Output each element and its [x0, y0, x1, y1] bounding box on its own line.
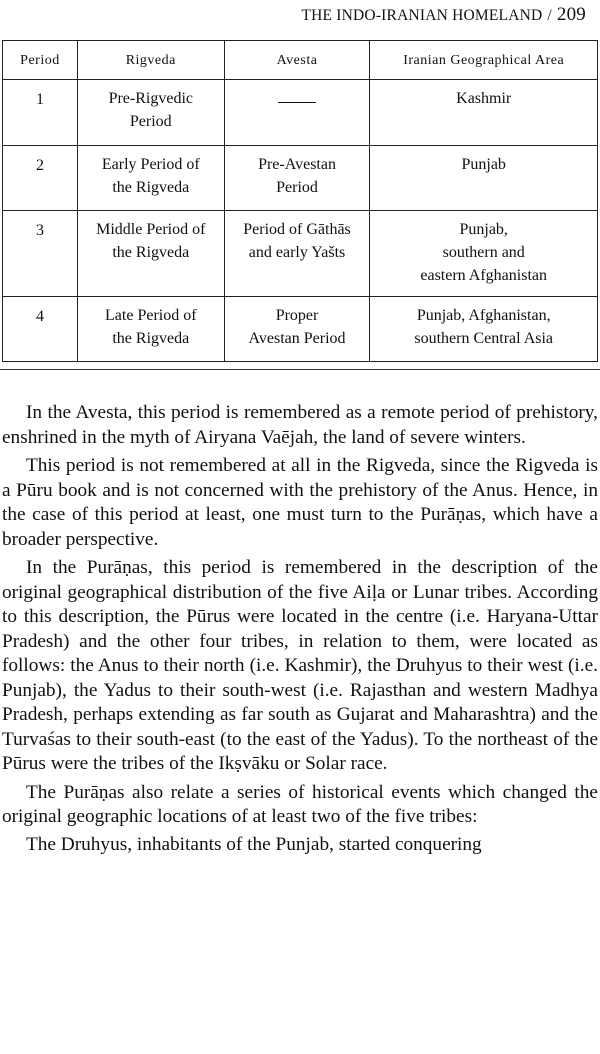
- period-table: [2, 40, 598, 362]
- cell-line: Middle Period of: [96, 221, 206, 238]
- cell-line: and early Yašts: [248, 244, 346, 261]
- empty-dash: [278, 102, 316, 103]
- table-row: [3, 211, 598, 297]
- running-header: [301, 4, 586, 26]
- paragraph: In the Avesta, this period is remembered as a remote period of prehistory, enshrined in the myth of Airyana Vaējah, the land of severe winters.: [2, 402, 598, 448]
- cell-line: Early Period of: [101, 156, 200, 173]
- table-bottom-rule: [0, 369, 600, 370]
- column-header-area: Iranian Geographical Area: [370, 41, 598, 80]
- cell-rigveda: [77, 146, 224, 211]
- body-text: [2, 401, 598, 861]
- cell-line: Period of Gāthās: [243, 221, 351, 238]
- cell-line: eastern Afghanistan: [420, 267, 547, 284]
- cell-avesta: [224, 146, 370, 211]
- cell-line: Late Period of: [105, 307, 197, 324]
- column-header-avesta: Avesta: [224, 41, 370, 80]
- cell-area: [370, 80, 598, 146]
- paragraph: In the Purāṇas, this period is remembered in the description of the original geographical distribution of the five Aiḷa or Lunar tribes. According to this description, the Pūrus were located in the centre (i.e. Haryana-Uttar Pradesh) and the other four tribes, in relation to them, were located as follows: the Anus to their north (i.e. Kashmir), the Druhyus to their west (i.e. Punjab), the Yadus to their south-west (i.e. Rajasthan and western Madhya Pradesh, perhaps extending as far south as Gujarat and Maharashtra) and the Turvaśas to their south-east (to the east of the Yadus). To the northeast of the Pūrus were the tribes of the Ikṣvāku or Solar race.: [2, 557, 598, 774]
- cell-line: Period: [276, 179, 318, 196]
- cell-line: Pre-Avestan: [258, 156, 336, 173]
- cell-area: [370, 297, 598, 362]
- table-header-row: [3, 41, 598, 80]
- table-row: [3, 146, 598, 211]
- table-row: [3, 80, 598, 146]
- cell-line: southern and: [442, 244, 525, 261]
- header-separator: /: [547, 7, 552, 24]
- cell-line: Punjab: [461, 156, 506, 173]
- column-header-period: Period: [3, 41, 78, 80]
- paragraph: The Purāṇas also relate a series of historical events which changed the original geographic locations of at least two of the five tribes:: [2, 781, 598, 827]
- cell-period: 1: [3, 80, 78, 146]
- cell-line: Punjab,: [459, 221, 508, 238]
- cell-line: Period: [129, 113, 172, 130]
- cell-rigveda: [77, 211, 224, 297]
- cell-line: southern Central Asia: [414, 330, 554, 347]
- cell-line: Punjab, Afghanistan,: [416, 307, 551, 324]
- cell-line: Proper: [275, 307, 319, 324]
- table-row: [3, 297, 598, 362]
- header-title: THE INDO-IRANIAN HOMELAND: [301, 7, 543, 24]
- cell-area: [370, 146, 598, 211]
- cell-rigveda: [77, 80, 224, 146]
- column-header-rigveda: Rigveda: [77, 41, 224, 80]
- cell-avesta: [224, 80, 370, 146]
- cell-line: the Rigveda: [112, 330, 190, 347]
- cell-line: the Rigveda: [112, 179, 190, 196]
- page-number: 209: [556, 4, 586, 25]
- cell-line: Pre-Rigvedic: [108, 90, 193, 107]
- cell-period: 4: [3, 297, 78, 362]
- cell-period: 2: [3, 146, 78, 211]
- cell-line: Avestan Period: [248, 330, 346, 347]
- cell-line: Kashmir: [456, 90, 512, 107]
- paragraph: This period is not remembered at all in the Rigveda, since the Rigveda is a Pūru book and is not concerned with the prehistory of the Anus. Hence, in the case of this period at least, one must turn to the Purāṇas, which have a broader perspective.: [2, 455, 598, 550]
- cell-area: [370, 211, 598, 297]
- cell-avesta: [224, 211, 370, 297]
- cell-line: the Rigveda: [112, 244, 190, 261]
- cell-avesta: [224, 297, 370, 362]
- paragraph: The Druhyus, inhabitants of the Punjab, started conquering: [26, 833, 482, 855]
- cell-rigveda: [77, 297, 224, 362]
- cell-period: 3: [3, 211, 78, 297]
